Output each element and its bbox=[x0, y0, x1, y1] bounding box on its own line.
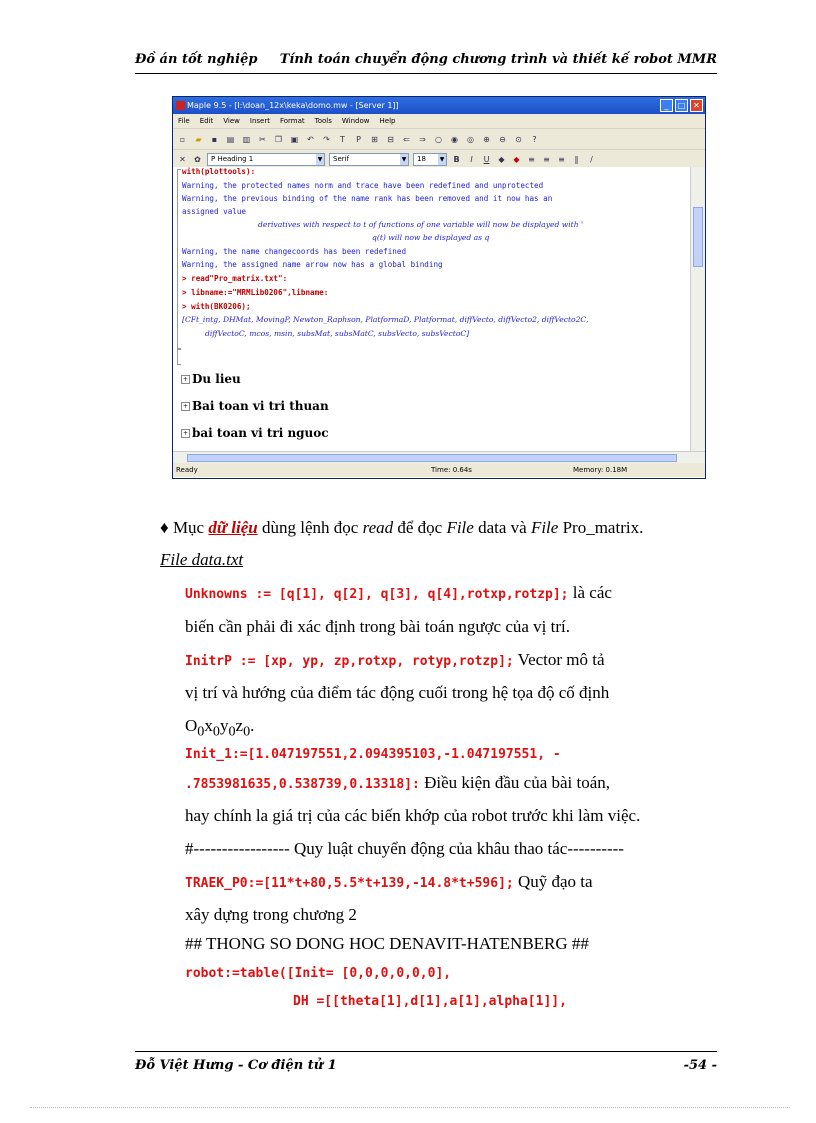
menu-format[interactable]: Format bbox=[279, 117, 305, 125]
section-bai-toan-vi-tri-nguoc[interactable]: + bai toan vi tri nguoc bbox=[182, 426, 329, 440]
expand-icon[interactable]: + bbox=[182, 376, 189, 383]
doc-line: diffVectoC, mcos, msin, subsMat, subsMatC, subsVecto, subsVectoC] bbox=[205, 329, 470, 338]
expand-icon[interactable]: + bbox=[182, 403, 189, 410]
code-line: Init_1:=[1.047197551,2.094395103,-1.047197551, - bbox=[185, 747, 561, 762]
text-line: biến cần phải đi xác định trong bài toán ngược của vị trí. bbox=[185, 617, 571, 636]
doc-line: Warning, the protected names norm and trace have been redefined and unprotected bbox=[182, 181, 544, 190]
window-titlebar bbox=[173, 97, 705, 114]
execution-group-icon[interactable]: ⊞ bbox=[371, 134, 378, 144]
menu-view[interactable]: View bbox=[223, 117, 240, 125]
maximize-button[interactable]: □ bbox=[675, 99, 688, 112]
status-text: Ready bbox=[176, 466, 198, 474]
math-mode-icon[interactable]: P bbox=[356, 134, 361, 144]
footer-left: Đỗ Việt Hưng - Cơ điện tử 1 bbox=[135, 1058, 337, 1073]
page-number: -54 - bbox=[683, 1058, 717, 1073]
menu-bar bbox=[173, 114, 705, 128]
zoom-out-icon[interactable]: ⊖ bbox=[499, 134, 506, 144]
text-line: vị trí và hướng của điểm tác động cuối trong hệ tọa độ cố định bbox=[185, 683, 610, 702]
menu-window[interactable]: Window bbox=[341, 117, 370, 125]
bold-icon[interactable]: B bbox=[453, 154, 460, 164]
close-button[interactable]: ✕ bbox=[690, 99, 703, 112]
cut-icon[interactable]: ✂ bbox=[259, 134, 266, 144]
restart-icon[interactable]: ◉ bbox=[451, 134, 458, 144]
header-right: Tính toán chuyển động chương trình và thiết kế robot MMR bbox=[279, 52, 717, 67]
format-toolbar bbox=[173, 149, 705, 168]
text-line: ## THONG SO DONG HOC DENAVIT-HATENBERG ## bbox=[185, 934, 589, 953]
doc-line: > libname:="MRMLib0206",libname: bbox=[182, 288, 329, 297]
align-left-icon[interactable]: ≡ bbox=[528, 154, 535, 164]
menu-edit[interactable]: Edit bbox=[199, 117, 214, 125]
doc-line: Warning, the previous binding of the name rank has been removed and it now has an bbox=[182, 194, 553, 203]
doc-line: Warning, the name changecoords has been redefined bbox=[182, 247, 407, 256]
new-icon[interactable]: ▫ bbox=[179, 134, 186, 144]
code-line: robot:=table([Init= [0,0,0,0,0,0], bbox=[185, 966, 452, 981]
paragraph-intro: ♦ Mục dữ liệu dùng lệnh đọc read để đọc File data và File Pro_matrix. bbox=[160, 518, 644, 537]
align-center-icon[interactable]: ≡ bbox=[543, 154, 550, 164]
menu-tools[interactable]: Tools bbox=[314, 117, 332, 125]
zoom-fit-icon[interactable]: ⊙ bbox=[515, 134, 522, 144]
menu-insert[interactable]: Insert bbox=[249, 117, 270, 125]
close-doc-icon[interactable]: ✕ bbox=[179, 154, 186, 164]
print-preview-icon[interactable]: ▥ bbox=[242, 134, 251, 144]
text-line: $O_0x_0y_0z_0$. bbox=[185, 716, 255, 740]
menu-file[interactable]: File bbox=[178, 117, 190, 125]
align-right-icon[interactable]: ≡ bbox=[558, 154, 565, 164]
doc-line: with(plottools): bbox=[182, 167, 256, 176]
text-line: xây dựng trong chương 2 bbox=[185, 905, 357, 924]
font-combo[interactable]: Serif ▼ bbox=[329, 153, 409, 166]
color-icon[interactable]: ◆ bbox=[498, 154, 505, 164]
worksheet[interactable] bbox=[173, 167, 690, 451]
section-icon[interactable]: ⊟ bbox=[387, 134, 394, 144]
doc-line: q(t) will now be displayed as q bbox=[372, 233, 490, 242]
scroll-thumb[interactable] bbox=[693, 207, 703, 267]
undo-icon[interactable]: ↶ bbox=[307, 134, 314, 144]
main-toolbar bbox=[173, 128, 705, 149]
print-icon[interactable]: ▤ bbox=[226, 134, 235, 144]
maple-window bbox=[172, 96, 706, 479]
menu-help[interactable]: Help bbox=[379, 117, 396, 125]
minimize-button[interactable]: _ bbox=[660, 99, 673, 112]
header-left: Đồ án tốt nghiệp bbox=[135, 52, 258, 67]
stop-icon[interactable]: ○ bbox=[435, 134, 442, 144]
code-line: Unknowns := [q[1], q[2], q[3], q[4],rotxp,rotzp]; là các bbox=[185, 583, 612, 602]
doc-line: derivatives with respect to t of functions of one variable will now be displayed with ' bbox=[258, 220, 584, 229]
open-icon[interactable]: ▰ bbox=[195, 134, 202, 144]
doc-line: > read"Pro_matrix.txt": bbox=[182, 274, 288, 283]
header-divider bbox=[135, 73, 717, 74]
style-combo[interactable]: P Heading 1 ▼ bbox=[207, 153, 325, 166]
code-line: TRAEK_P0:=[11*t+80,5.5*t+139,-14.8*t+596]; Quỹ đạo ta bbox=[185, 872, 593, 891]
back-icon[interactable]: ⇐ bbox=[403, 134, 410, 144]
vertical-scrollbar[interactable] bbox=[690, 167, 705, 451]
size-combo[interactable]: 18 ▼ bbox=[413, 153, 447, 166]
italic-style-icon[interactable]: / bbox=[590, 154, 593, 164]
paste-icon[interactable]: ▣ bbox=[290, 134, 299, 144]
doc-line: assigned value bbox=[182, 207, 247, 216]
text-line: #----------------- Quy luật chuyển động của khâu thao tác---------- bbox=[185, 839, 624, 858]
doc-line: > with(BK0206); bbox=[182, 302, 251, 311]
scroll-thumb[interactable] bbox=[187, 454, 677, 462]
page-edge-divider bbox=[30, 1107, 790, 1108]
bullet-icon: ♦ bbox=[160, 518, 169, 537]
code-line: .7853981635,0.538739,0.13318]: Điều kiện đầu của bài toán, bbox=[185, 773, 611, 792]
code-line: DH =[[theta[1],d[1],a[1],alpha[1]], bbox=[293, 994, 567, 1009]
help-icon[interactable]: ? bbox=[532, 134, 537, 144]
window-title: Maple 9.5 - [I:\doan_12x\keka\domo.mw - [Server 1]] bbox=[187, 101, 399, 110]
zoom-in-icon[interactable]: ⊕ bbox=[483, 134, 490, 144]
execution-group-bracket bbox=[177, 169, 181, 349]
section-du-lieu[interactable]: + Du lieu bbox=[182, 372, 241, 386]
italic-icon[interactable]: I bbox=[470, 154, 473, 164]
copy-icon[interactable]: ❐ bbox=[274, 134, 283, 144]
doc-line: Warning, the assigned name arrow now has a global binding bbox=[182, 260, 443, 269]
page-header bbox=[135, 50, 717, 72]
text-line: hay chính la giá trị của các biến khớp của robot trước khi làm việc. bbox=[185, 806, 641, 825]
doc-line: [CFt_intg, DHMat, MovingP, Newton_Raphson, PlatformaD, Platformat, diffVecto, diffVecto2, diffVecto2C, bbox=[182, 315, 589, 324]
status-memory: Memory: 0.18M bbox=[573, 466, 628, 474]
expand-icon[interactable]: + bbox=[182, 430, 189, 437]
empty-group-bracket bbox=[177, 349, 181, 365]
underline-icon[interactable]: U bbox=[483, 154, 490, 164]
code-line: InitrP := [xp, yp, zp,rotxp, rotyp,rotzp]; Vector mô tả bbox=[185, 650, 605, 669]
highlight-icon[interactable]: ◆ bbox=[513, 154, 520, 164]
footer-divider bbox=[135, 1051, 717, 1052]
maple-app-icon bbox=[176, 101, 185, 110]
style-icon[interactable]: ✿ bbox=[194, 154, 201, 164]
forward-icon[interactable]: ⇒ bbox=[419, 134, 426, 144]
save-icon[interactable]: ▪ bbox=[211, 134, 218, 144]
redo-icon[interactable]: ↷ bbox=[323, 134, 330, 144]
debug-icon[interactable]: ◎ bbox=[467, 134, 474, 144]
indent-icon[interactable]: ‖ bbox=[574, 154, 579, 164]
status-bar bbox=[173, 463, 705, 477]
status-time: Time: 0.64s bbox=[431, 466, 472, 474]
section-bai-toan-vi-tri-thuan[interactable]: + Bai toan vi tri thuan bbox=[182, 399, 329, 413]
text-mode-icon[interactable]: T bbox=[340, 134, 345, 144]
file-title: File data.txt bbox=[160, 550, 244, 569]
